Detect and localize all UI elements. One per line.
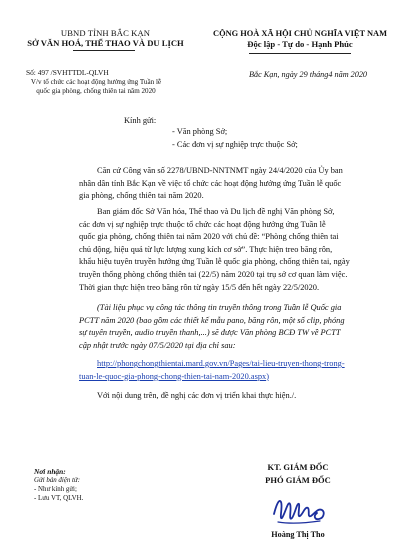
recipients-label: Kính gửi: [124, 116, 157, 125]
paragraph-request [79, 206, 365, 294]
text-line: quốc gia phòng, chống thiên tai năm 2020 với chủ đề: “Phòng chống thiên tai [79, 232, 339, 242]
signer-name: Hoàng Thị Tho [271, 530, 325, 539]
text-line: truyền thống phòng chống thiên tai (22/5) năm 2020 tại trụ sở cơ quan làm việc. [79, 269, 348, 279]
national-motto: Độc lập - Tự do - Hạnh Phúc [247, 39, 353, 49]
signature-kt: KT. GIÁM ĐỐC [267, 462, 329, 472]
text-line: PCTT năm 2020 (bao gồm các thiết kế mẫu pano, băng rôn, một số clip, phóng [79, 315, 345, 325]
text-line: khẩu hiệu tuyên truyền hưởng ứng Tuần lễ quốc gia phòng, chống thiên tai, ngày [79, 257, 350, 267]
agency-header [18, 28, 193, 48]
document-number: Số: 497 /SVHTTDL-QLVH [26, 68, 109, 77]
paragraph-legal-basis [79, 165, 365, 203]
recipients-footer-label: Nơi nhận: [34, 467, 66, 476]
text-line: Với nội dung trên, đề nghị các đơn vị triển khai thực hiện./. [97, 391, 297, 400]
materials-link[interactable] [79, 358, 365, 383]
text-line: Thời gian thực hiện treo băng rôn từ ngày 15/5 đến hết ngày 22/5/2020. [79, 282, 320, 292]
recipient-item: - Các đơn vị sự nghiệp trực thuộc Sở; [172, 140, 298, 149]
issuing-agency: SỞ VĂN HOÁ, THỂ THAO VÀ DU LỊCH [27, 38, 184, 48]
text-line: sự tuyên truyền, audio truyền thanh,...) sẽ được Văn phòng BCĐ TW về PCTT [79, 328, 341, 338]
document-date: Bắc Kạn, ngày 29 tháng4 năm 2020 [249, 70, 368, 79]
link-line[interactable]: tuan-le-quoc-gia-phong-chong-thien-tai-nam-2020.aspx) [79, 371, 269, 381]
parent-agency: UBND TỈNH BẮC KẠN [60, 28, 151, 38]
link-line[interactable]: http://phongchongthientai.mard.gov.vn/Pages/tai-lieu-truyen-thong-trong- [97, 359, 345, 368]
subject-line: V/v tổ chức các hoạt động hưởng ứng Tuần lễ [30, 78, 162, 86]
text-line: cập nhật trước ngày 07/5/2020 tại địa chỉ sau: [79, 340, 236, 350]
subject-line: quốc gia phòng, chống thiên tai năm 2020 [36, 87, 156, 95]
text-line: các đơn vị sự nghiệp trực thuộc tổ chức các hoạt động hưởng ứng Tuần lễ [79, 219, 326, 229]
text-line: Ban giám đốc Sở Văn hóa, Thể thao và Du lịch đề nghị Văn phòng Sở, [97, 207, 335, 216]
closing-line [79, 390, 365, 403]
handwritten-signature-icon [270, 488, 330, 530]
agency-underline [73, 50, 135, 51]
motto-underline [249, 53, 351, 54]
footer-recipient: Gửi bản điện tử: [34, 477, 80, 484]
document-subject [26, 78, 166, 96]
text-line: gia phòng, chống thiên tai năm 2020. [79, 191, 204, 201]
text-line: (Tài liệu phục vụ công tác thông tin truyền thông trong Tuần lễ Quốc gia [97, 303, 342, 312]
national-title: CỘNG HOÀ XÃ HỘI CHỦ NGHĨA VIỆT NAM [213, 29, 387, 38]
text-line: Căn cứ Công văn số 2278/UBND-NNTNMT ngày 24/4/2020 của Ủy ban [97, 166, 343, 175]
text-line: nhân dân tỉnh Bắc Kạn về việc tổ chức các hoạt động hưởng ứng Tuần lễ quốc [79, 178, 342, 188]
footer-recipient: - Như kính gửi; [34, 486, 77, 493]
footer-recipient: - Lưu VT, QLVH. [34, 495, 84, 502]
national-header [210, 29, 390, 49]
recipient-item: - Văn phòng Sở; [172, 127, 228, 136]
signature-title: PHÓ GIÁM ĐỐC [265, 475, 331, 485]
paragraph-materials [79, 302, 365, 352]
text-line: chủ động, hiệu quả từ lực lượng xung kích cơ sở”. Thực hiện treo băng rôn, [79, 244, 333, 254]
